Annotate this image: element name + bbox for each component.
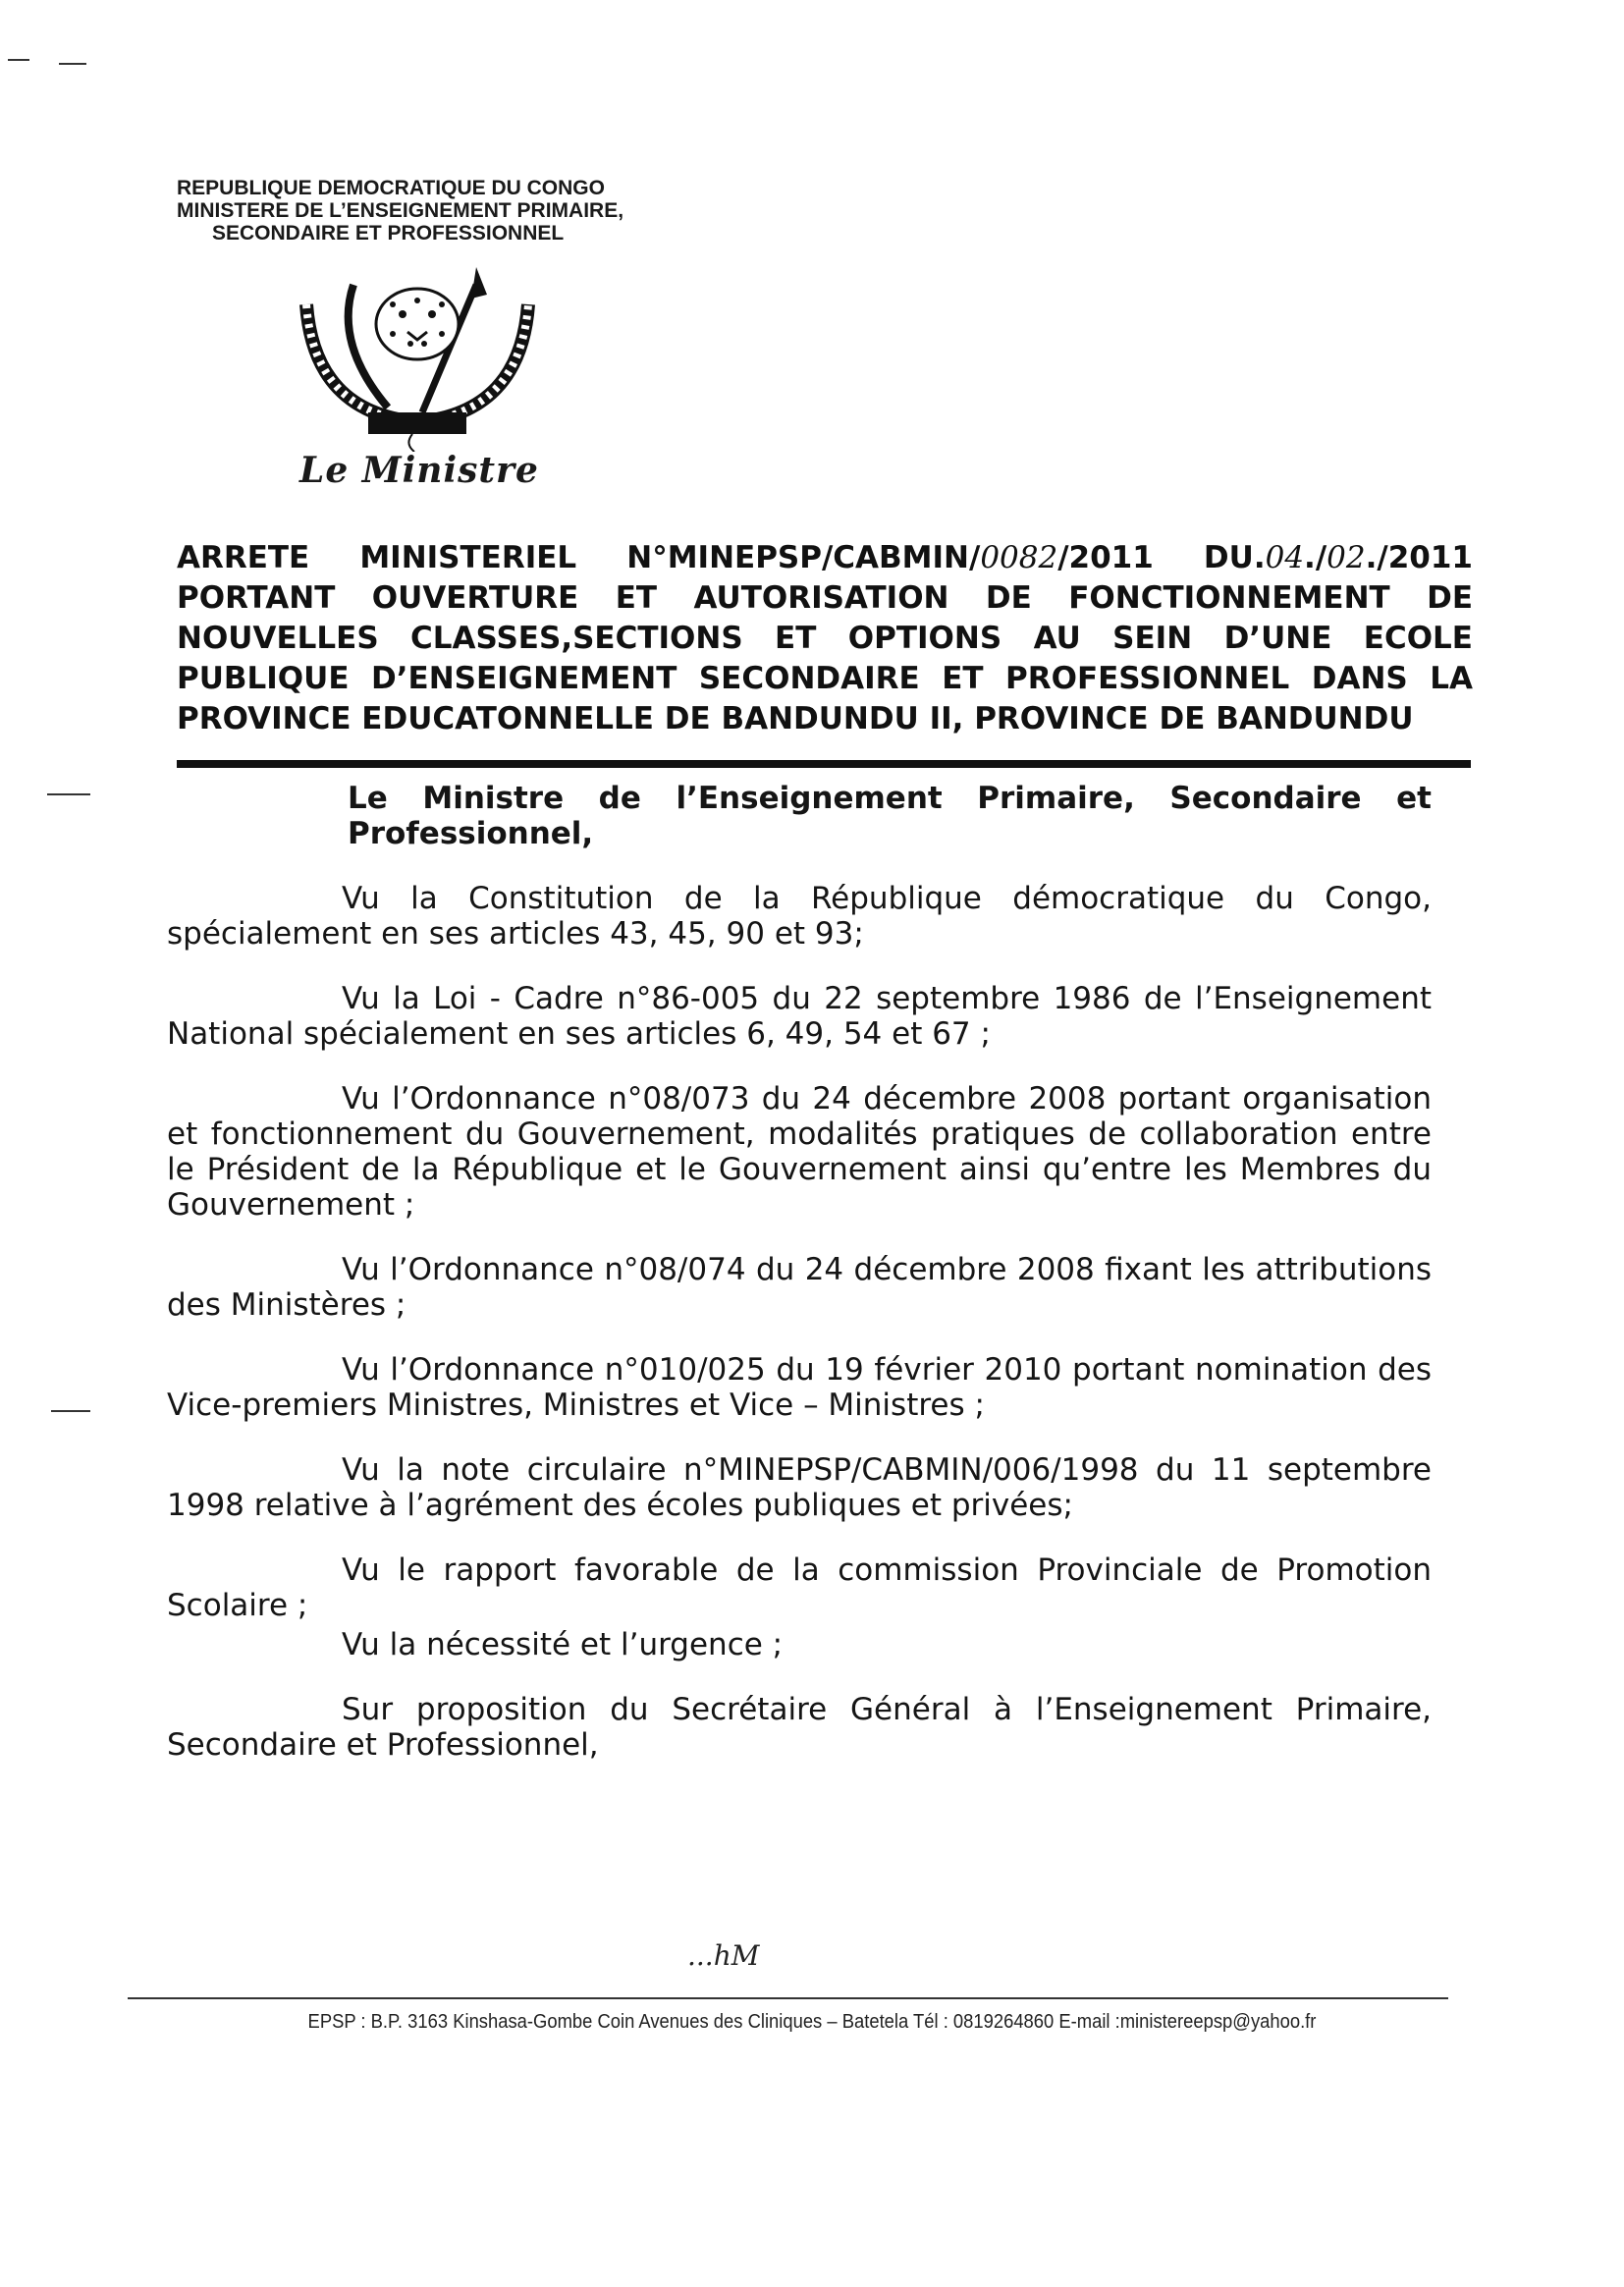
title-line: PUBLIQUE D’ENSEIGNEMENT SECONDAIRE ET PROFESSIONNEL DANS LA — [177, 661, 1473, 696]
minister-signature-heading: Le Ministre — [299, 450, 539, 491]
title-line: PROVINCE EDUCATONNELLE DE BANDUNDU II, PROVINCE DE BANDUNDU — [177, 701, 1414, 736]
recital-paragraph: Vu la nécessité et l’urgence ; — [342, 1627, 784, 1662]
decree-title — [177, 538, 1473, 739]
decree-ref-year: /2011 DU. — [1057, 540, 1266, 575]
footer-divider — [128, 1997, 1448, 1999]
recital-paragraph: Vu la Constitution de la République démocratique du Congo, spécialement en ses articles 43, 45, 90 et 93; — [167, 881, 1432, 952]
recital-paragraph: Vu l’Ordonnance n°010/025 du 19 février 2010 portant nomination des Vice-premiers Ministres, Ministres et Vice – Ministres ; — [167, 1352, 1432, 1423]
coat-of-arms-emblem — [295, 265, 540, 452]
handwritten-initials: ...hM — [687, 1939, 760, 1972]
recital-paragraph: Vu le rapport favorable de la commission Provinciale de Promotion Scolaire ; — [167, 1552, 1432, 1623]
handwritten-month: 02 — [1326, 540, 1366, 575]
header-country: REPUBLIQUE DEMOCRATIQUE DU CONGO — [177, 177, 605, 199]
scan-speck — [51, 1410, 90, 1412]
title-divider — [177, 760, 1471, 768]
scan-speck — [59, 63, 86, 65]
header-ministry-cont: SECONDAIRE ET PROFESSIONNEL — [212, 222, 565, 245]
recital-paragraph: Vu l’Ordonnance n°08/074 du 24 décembre 2008 fixant les attributions des Ministères ; — [167, 1252, 1432, 1323]
handwritten-day: 04 — [1265, 540, 1305, 575]
scan-speck — [8, 59, 29, 61]
ministry-header — [177, 177, 623, 245]
decree-date-year: ./2011 — [1365, 540, 1473, 575]
title-line: NOUVELLES CLASSES,SECTIONS ET OPTIONS AU SEIN D’UNE ECOLE — [177, 621, 1473, 656]
minister-preamble: Le Ministre de l’Enseignement Primaire, Secondaire et Professionnel, — [348, 781, 1432, 851]
header-ministry: MINISTERE DE L’ENSEIGNEMENT PRIMAIRE, — [177, 199, 624, 222]
handwritten-decree-number: 0082 — [980, 540, 1058, 575]
date-separator: ./ — [1304, 540, 1327, 575]
recital-paragraph: Sur proposition du Secrétaire Général à l’Enseignement Primaire, Secondaire et Professionnel, — [167, 1692, 1432, 1763]
recital-paragraph: Vu la Loi - Cadre n°86-005 du 22 septembre 1986 de l’Enseignement National spécialement en ses articles 6, 49, 54 et 67 ; — [167, 981, 1432, 1052]
title-line: PORTANT OUVERTURE ET AUTORISATION DE FONCTIONNEMENT DE — [177, 580, 1473, 616]
footer-address: EPSP : B.P. 3163 Kinshasa-Gombe Coin Avenues des Cliniques – Batetela Tél : 0819264860 E-mail :ministereepsp@yahoo.fr — [307, 2011, 1317, 2033]
recital-paragraph: Vu la note circulaire n°MINEPSP/CABMIN/006/1998 du 11 septembre 1998 relative à l’agrément des écoles publiques et privées; — [167, 1452, 1432, 1523]
decree-reference — [177, 538, 1473, 578]
recital-paragraph: Vu l’Ordonnance n°08/073 du 24 décembre 2008 portant organisation et fonctionnement du Gouvernement, modalités pratiques de collaboration entre le Président de la République et le Gouvernement ainsi qu’entre les Membres du Gouvernement ; — [167, 1081, 1432, 1223]
decree-ref-prefix: ARRETE MINISTERIEL N°MINEPSP/CABMIN/ — [177, 540, 981, 575]
scan-speck — [47, 793, 90, 795]
decree-body — [167, 781, 1432, 1763]
